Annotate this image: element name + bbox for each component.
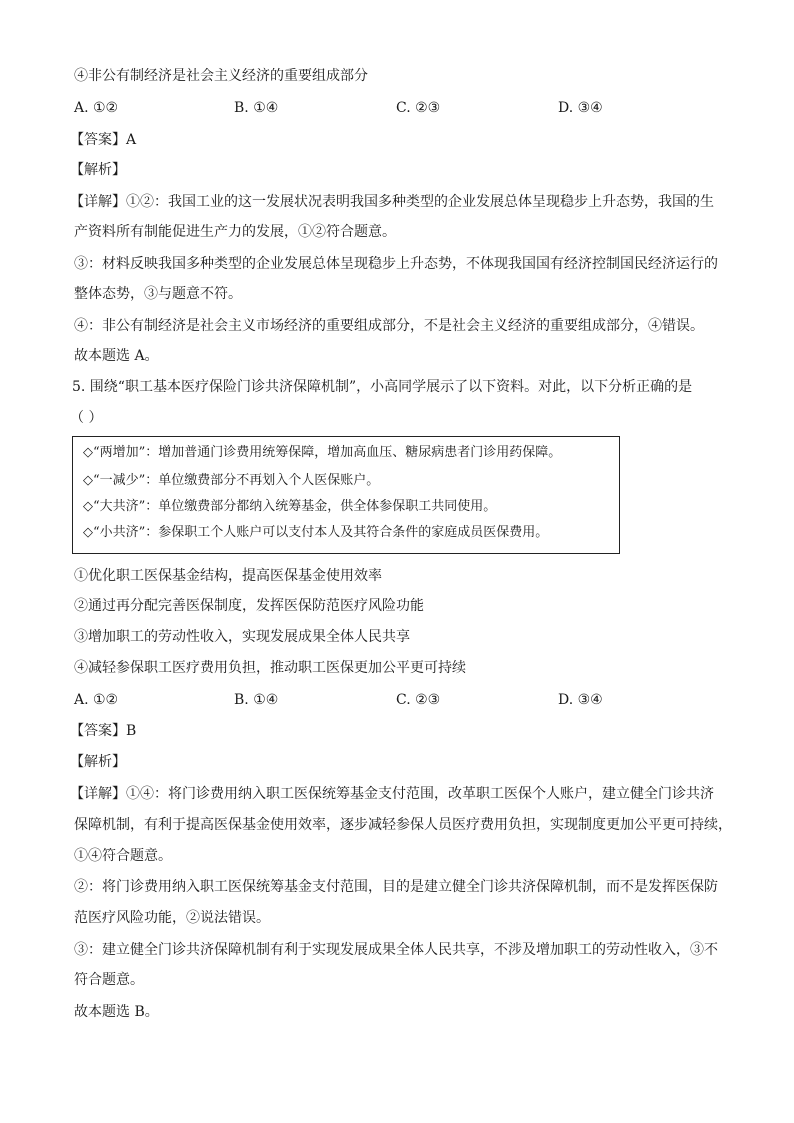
explanation-line: ①④符合题意。 bbox=[74, 848, 172, 864]
material-item: ◇“小共济”：参保职工个人账户可以支付本人及其符合条件的家庭成员医保费用。 bbox=[83, 525, 549, 540]
material-box bbox=[72, 436, 620, 554]
statement-4: ④减轻参保职工医疗费用负担，推动职工医保更加公平更可持续 bbox=[74, 660, 466, 676]
option-b: B. ①④ bbox=[234, 692, 279, 708]
answer-label: 【答案】B bbox=[70, 723, 137, 739]
option-d: D. ③④ bbox=[558, 100, 603, 116]
conclusion-line: 故本题选 B。 bbox=[74, 1004, 159, 1020]
conclusion-line: 故本题选 A。 bbox=[74, 348, 159, 364]
explanation-line: ②：将门诊费用纳入职工医保统筹基金支付范围，目的是建立健全门诊共济保障机制，而不是发挥医保防 bbox=[74, 879, 718, 895]
statement-3: ③增加职工的劳动性收入，实现发展成果全体人民共享 bbox=[74, 629, 410, 645]
option-d: D. ③④ bbox=[558, 692, 603, 708]
explanation-line: 符合题意。 bbox=[74, 972, 144, 988]
option-a: A. ①② bbox=[74, 100, 119, 116]
options-row bbox=[74, 690, 674, 710]
explanation-line: 保障机制，有利于提高医保基金使用效率，逐步减轻参保人员医疗费用负担，实现制度更加公平更可持续， bbox=[74, 817, 732, 833]
option-a: A. ①② bbox=[74, 692, 119, 708]
material-item: ◇“两增加”：增加普通门诊费用统筹保障，增加高血压、糖尿病患者门诊用药保障。 bbox=[83, 445, 562, 460]
answer-label: 【答案】A bbox=[70, 132, 137, 148]
option-b: B. ①④ bbox=[234, 100, 279, 116]
explanation-line: 产资料所有制能促进生产力的发展，①②符合题意。 bbox=[74, 224, 396, 240]
explanation-line: 范医疗风险功能，②说法错误。 bbox=[74, 910, 270, 926]
explanation-line: 【详解】①②：我国工业的这一发展状况表明我国多种类型的企业发展总体呈现稳步上升态势，我国的生 bbox=[70, 194, 714, 210]
explanation-line: ③：建立健全门诊共济保障机制有利于实现发展成果全体人民共享，不涉及增加职工的劳动性收入，③不 bbox=[74, 942, 718, 958]
explanation-line: 整体态势，③与题意不符。 bbox=[74, 286, 242, 302]
question-5-blank: （ ） bbox=[70, 410, 103, 426]
question-5-stem: 5. 围绕“职工基本医疗保险门诊共济保障机制”，小高同学展示了以下资料。对此，以下分析正确的是 bbox=[72, 379, 693, 395]
options-row bbox=[74, 98, 674, 118]
analysis-label: 【解析】 bbox=[70, 754, 126, 770]
option-c: C. ②③ bbox=[396, 100, 441, 116]
statement-4: ④非公有制经济是社会主义经济的重要组成部分 bbox=[74, 68, 368, 84]
material-item: ◇“一减少”：单位缴费部分不再划入个人医保账户。 bbox=[83, 473, 380, 488]
statement-1: ①优化职工医保基金结构，提高医保基金使用效率 bbox=[74, 568, 382, 584]
explanation-line: ③：材料反映我国多种类型的企业发展总体呈现稳步上升态势，不体现我国国有经济控制国民经济运行的 bbox=[74, 256, 718, 272]
explanation-line: ④：非公有制经济是社会主义市场经济的重要组成部分，不是社会主义经济的重要组成部分，④错误。 bbox=[74, 318, 704, 334]
option-c: C. ②③ bbox=[396, 692, 441, 708]
explanation-line: 【详解】①④：将门诊费用纳入职工医保统筹基金支付范围，改革职工医保个人账户，建立健全门诊共济 bbox=[70, 786, 714, 802]
analysis-label: 【解析】 bbox=[70, 162, 126, 178]
material-item: ◇“大共济”：单位缴费部分都纳入统筹基金，供全体参保职工共同使用。 bbox=[83, 499, 497, 514]
statement-2: ②通过再分配完善医保制度，发挥医保防范医疗风险功能 bbox=[74, 598, 424, 614]
